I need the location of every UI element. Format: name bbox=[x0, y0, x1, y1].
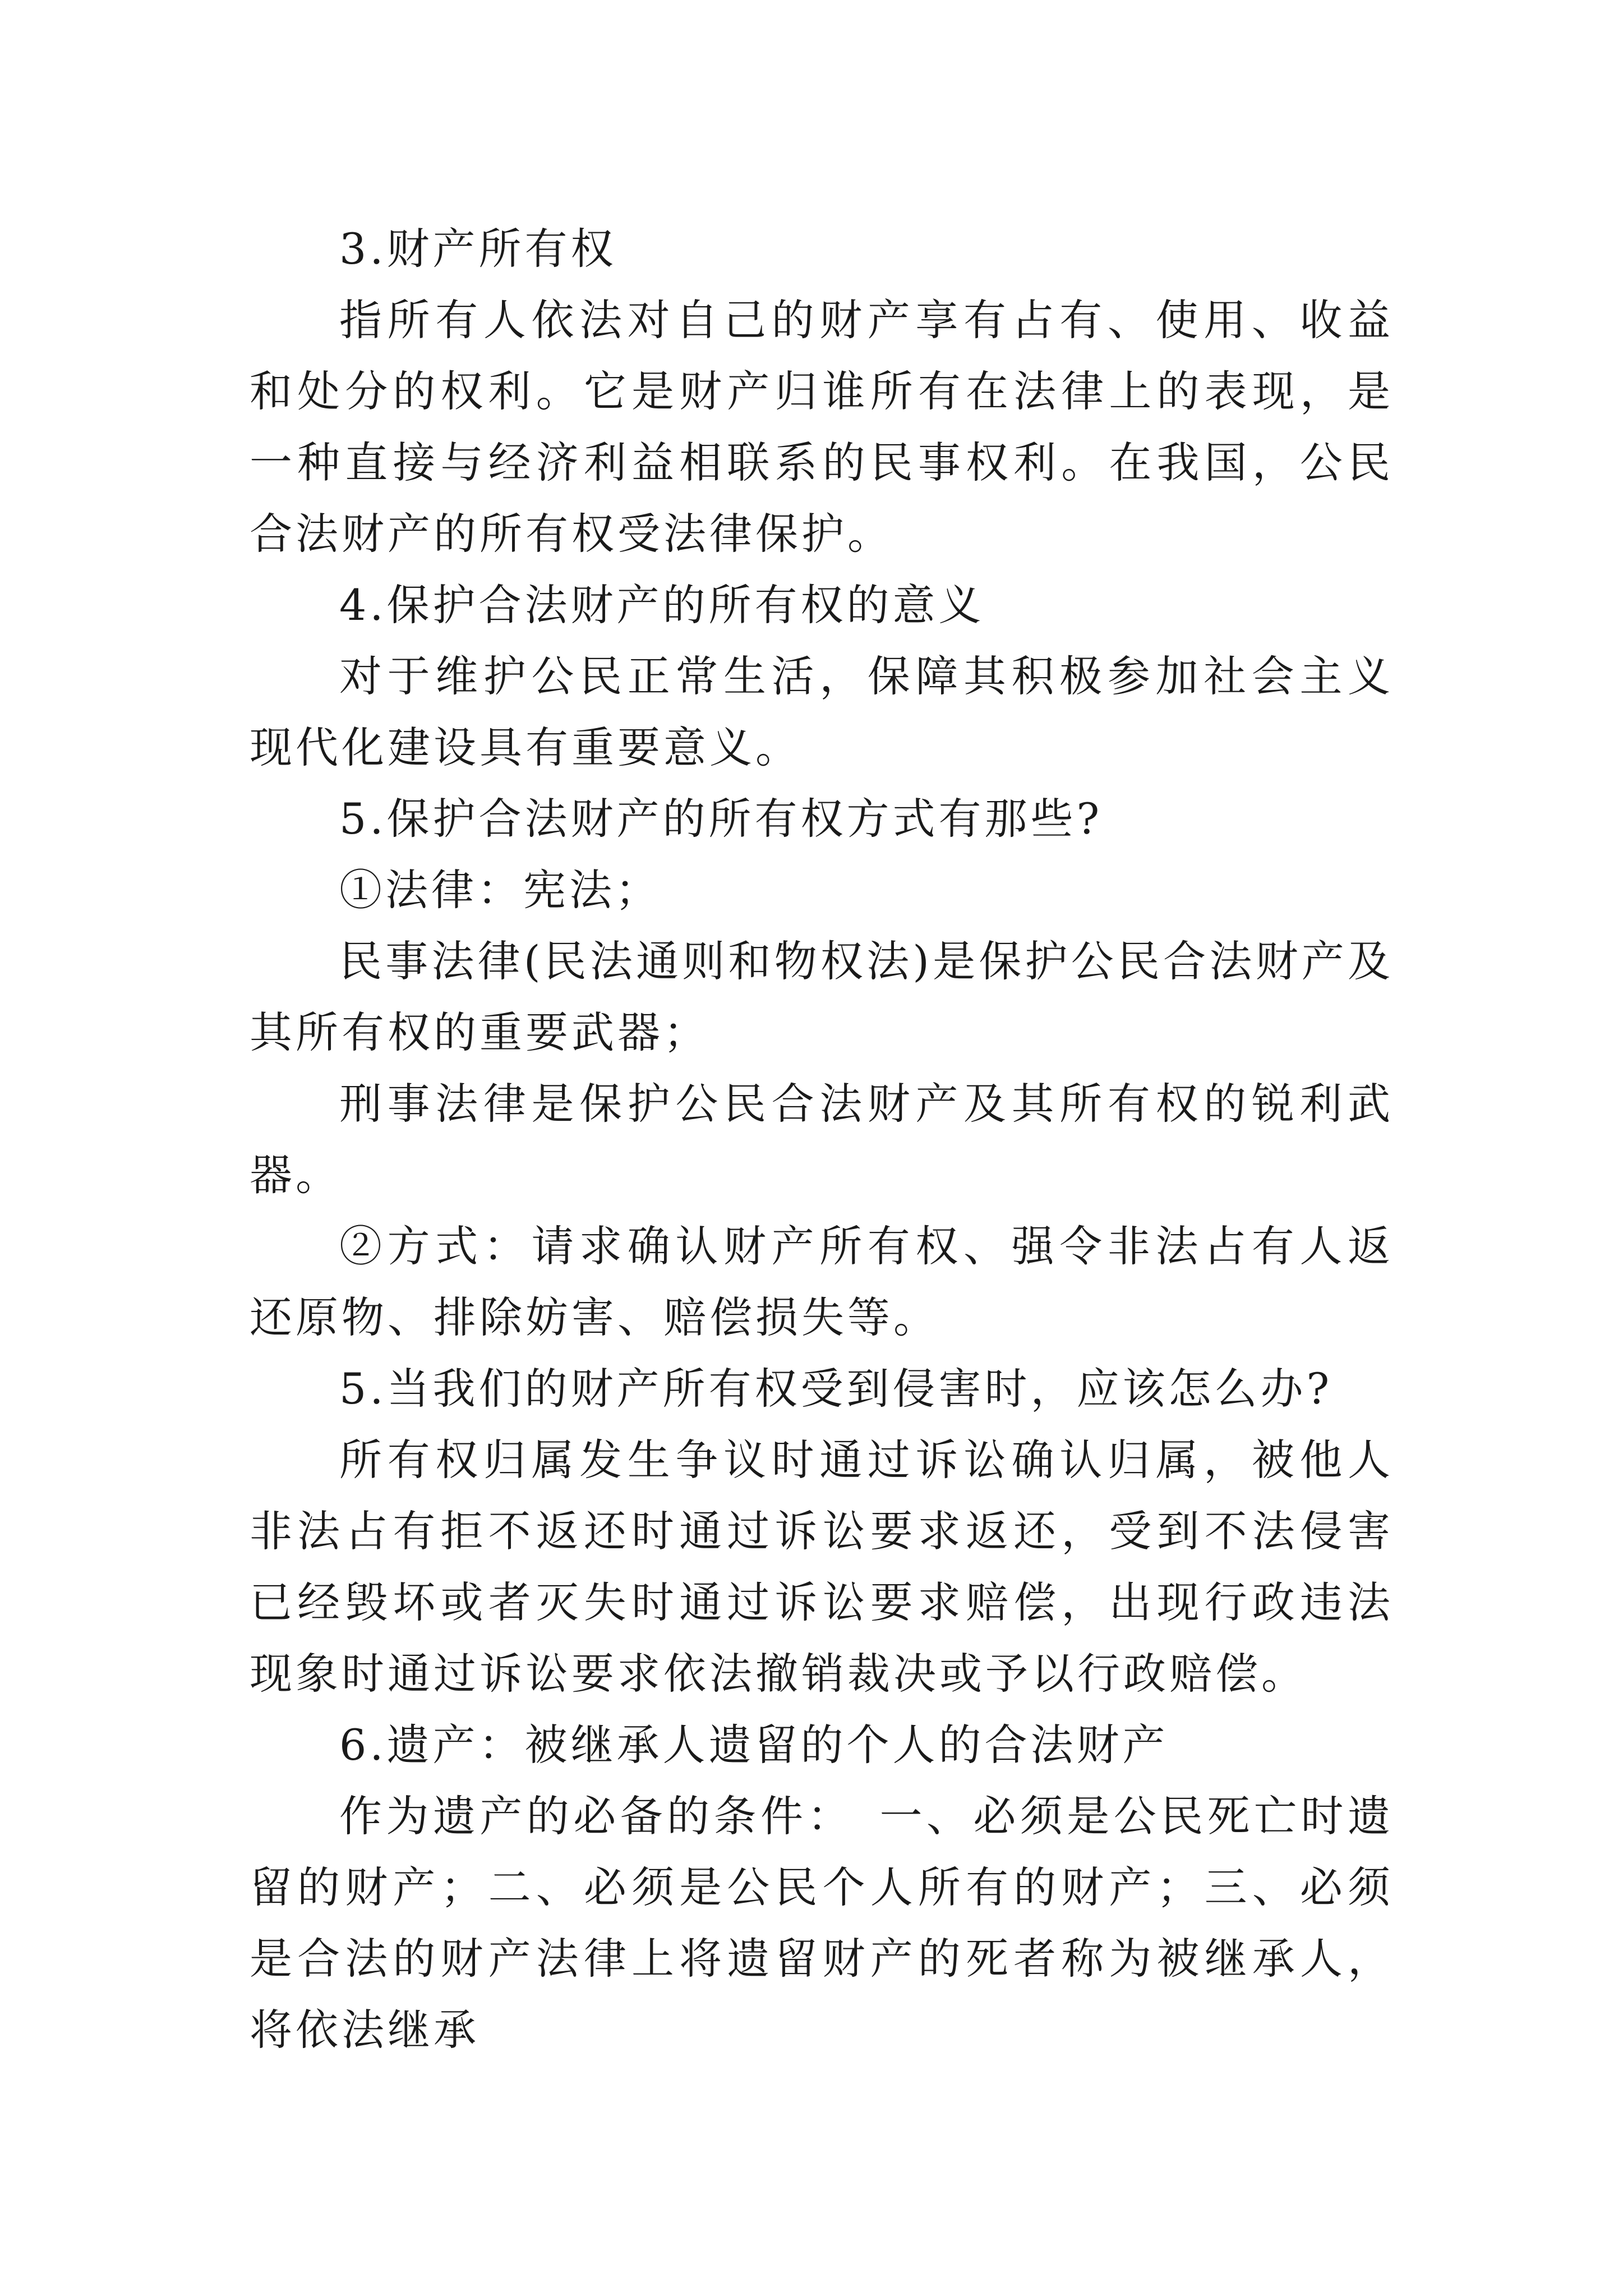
paragraph-criminal-law: 刑事法律是保护公民合法财产及其所有权的锐利武器。 bbox=[250, 1079, 1394, 1200]
paragraph-civil-law: 民事法律(民法通则和物权法)是保护公民合法财产及其所有权的重要武器； bbox=[250, 936, 1394, 1057]
paragraph-methods: ②方式：请求确认财产所有权、强令非法占有人返还原物、排除妨害、赔偿损失等。 bbox=[250, 1221, 1394, 1342]
document-body bbox=[250, 213, 1394, 2065]
heading-infringement-response: 5.当我们的财产所有权受到侵害时，应该怎么办? bbox=[339, 1364, 1333, 1414]
heading-protection-significance: 4.保护合法财产的所有权的意义 bbox=[339, 580, 985, 630]
heading-estate: 6.遗产：被继承人遗留的个人的合法财产 bbox=[339, 1720, 1169, 1770]
heading-property-ownership: 3.财产所有权 bbox=[339, 224, 617, 274]
paragraph-protection-significance: 对于维护公民正常生活，保障其积极参加社会主义现代化建设具有重要意义。 bbox=[250, 651, 1394, 772]
paragraph-infringement-response: 所有权归属发生争议时通过诉讼确认归属，被他人非法占有拒不返还时通过诉讼要求返还，受到不法侵害已经毁坏或者灭失时通过诉讼要求赔偿，出现行政违法现象时通过诉讼要求依法撤销裁决或予以行政赔偿。 bbox=[250, 1435, 1394, 1699]
paragraph-ownership-definition: 指所有人依法对自己的财产享有占有、使用、收益和处分的权利。它是财产归谁所有在法律上的表现，是一种直接与经济利益相联系的民事权利。在我国，公民合法财产的所有权受法律保护。 bbox=[250, 295, 1394, 559]
heading-protection-methods: 5.保护合法财产的所有权方式有那些? bbox=[339, 794, 1103, 844]
paragraph-law-constitution: ①法律：宪法； bbox=[339, 865, 661, 915]
paragraph-estate-conditions: 作为遗产的必备的条件： 一、必须是公民死亡时遗留的财产；二、必须是公民个人所有的财产；三、必须是合法的财产法律上将遗留财产的死者称为被继承人，将依法继承 bbox=[250, 1791, 1394, 2055]
